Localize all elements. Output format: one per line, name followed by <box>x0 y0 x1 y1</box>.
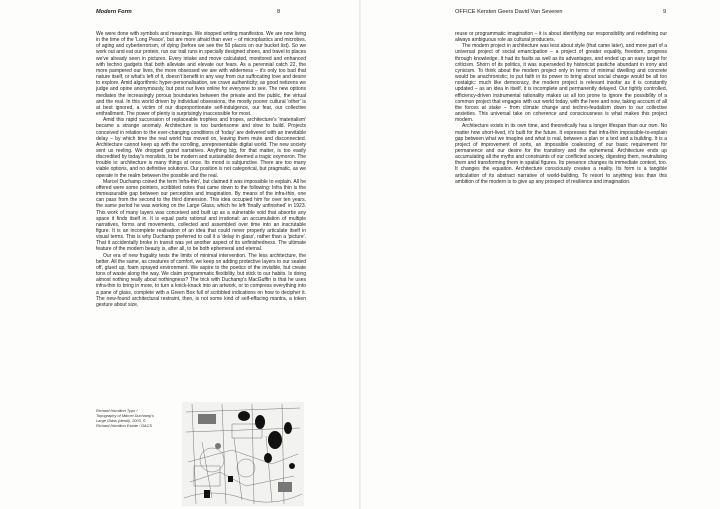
running-header-left: Modern Form <box>96 9 132 15</box>
running-header-right: OFFICE Kersten Geers David Van Severen <box>455 9 563 15</box>
paragraph: Marcel Duchamp coined the term 'infra-thin', but claimed it was impossible to explain. All he offered were some pointers, scribbled notes that came down to the following: Infra thin is the immeasurable gap between our perception and imagination. By means of the infra-thin, one can pass from the second to the third dimension. This idea occupied him for over ten years, the same period he was working on the Large Glass, which he left 'finally unfinished' in 1923. This work of many layers was conceived and built up as a vulnerable void that absorbs any space it finds itself in. It is equal parts rational and irrational: an accumulation of multiple narratives, forms and movements, collected and assembled over time into an inscrutable figure. It is an incomplete realisation of an idea that could never properly articulate itself in visual terms. This is why Duchamp preferred to call it a 'delay in glass', rather than a 'picture'. That it accidentally broke in transit was yet another aspect of its unfinishedness. The ultimate feature of the modern beauty is, after all, to be both ephemeral and eternal. <box>96 178 306 253</box>
page-number-left: 8 <box>277 9 281 15</box>
page-number-right: 9 <box>663 9 667 15</box>
paragraph: Architecture exists in its own time, and theoretically has a longer lifespan than our own. No matter how short-lived, it's built for the future. It expresses that infra-thin impossible-to-explain gap between what we imagine and what is real, between a plan or a text and a building. It is a project of improvement of sorts, an impossible coalescing of our basic requirement for permanence and our desire for the transitory and the ephemeral. Architecture ends up accumulating all the myths and constraints of our conflicted society, digesting them, neutralising them and transforming them in spatial figures. Its presence changes its immediate context, too. It changes the equation. Architecture consciously creates a reality. Its form is a tangible articulation of its abstract narrative of world-building. To resort to anything less than this ambition of the modern is to give up any prospect of resilience and imagination. <box>455 123 667 185</box>
paragraph: The modern project in architecture was less about style (that came later), and more part of a universal project of social emancipation – a project of greater equality, freedom, progress through knowledge. It had its faults as well as its advantages, and ended up an easy target for criticism. Shorn of its politics, it was superseded by historicist pastiche abundant in irony and cynicism. To think about the modern project only in terms of minimal dwelling and concrete would be anachronistic; to put faith in its power to bring about social change would be all too nostalgic: much like democracy, the modern project is relevant insofar as it is constantly updated – as an idea in itself, it is incomplete and permanently delayed. Our tightly controlled, efficiency-driven instrumental rationality makes us all too prone to ignore the possibility of a common project that engages with our world today, with the here and now, taking account of all the forces at stake – from climate change and techno-feudalism down to our collective anxieties. This universal take on coherence and consciousness is what makes this project modern. <box>455 43 667 124</box>
paragraph: reuse or programmatic imagination – it is about identifying our responsibility and redefining our always ambiguous role as cultural producers. <box>455 31 667 44</box>
right-page <box>361 0 720 509</box>
right-body-text <box>455 31 667 185</box>
figure-caption: Richard Hamilton Typo / Topography of Marcel Duchamp's Large Glass (detail), 2003. © Richard Hamilton Estate / DACS <box>96 408 154 428</box>
paragraph: We were done with symbols and meanings. We stopped writing manifestos. We are now living in the time of the 'Long Peace', but are more afraid than ever – of microplastics and microbes, of aging and cyberterrorism, of dying (before we see the 50 places on our bucket list). So we work out and eat our protein, run our trail runs in specially designed shoes, and travel to places we've already seen in pictures. Every intake and move calculated, monitored and enhanced with techno gadgets that both alleviate and elevate our fears. As a perennial catch 22, the more pampered our lives, the more obsessed we are with wilderness – it's only too bad that nature itself, or what's left of it, doesn't benefit in any way from our suffocating love and desire to explore. Amid algorithmic hyper-personalisation, we crave authenticity; as good netizens we judge and opine anonymously, but post our lives online for everyone to see. The new options mediates the increasingly porous boundaries between the private and the public, the virtual and the real. In this world driven by individual obsessions, the mostly poorer cultural 'other' is at best ignored, a victim of our disproportionate self-indulgence, our fear, our collective enthrallment. The power of plenty is surprisingly inaccessible for most. <box>96 31 306 118</box>
paragraph: Amid this rapid succession of replaceable trophies and tropes, architecture's 'materialism' became a strange anomaly. Architecture is too burdensome and slow to build. Projects conceived in relation to the ever-changing conditions of 'today' are delivered with an inevitable delay – by which time the real world has moved on, leaving them mute and disconnected. Architecture cannot keep up with the scrolling, unrepresentable digital world. The new society sent us reeling. We dropped grand narratives. Anything big, for that matter, is too easily discredited by today's moralists, to be modern and sustainable deemed a tragic oxymoron. The trouble is: architecture is many things at once. Its mood is subjunctive. There are too many viable options, and no definitive solutions. Our position is not categorical, but pragmatic, as we operate in the realm between the possible and the real. <box>96 117 306 179</box>
left-body-text <box>96 31 306 308</box>
paragraph: Our era of new frugality tests the limits of minimal intervention. The less architecture, the better. All the same, as creatures of comfort, we keep on adding protective layers to our sealed off, glued up, foam sprayed environment. We aspire to the poetics of the invisible, but create tons of waste along the way. We claim programmatic flexibility, but stick to our habits. Is doing almost nothing really about nothingness? The trick with Duchamp's MacGuffin is that he uses infra-thin to bring in more, to turn a knick-knack into an artwork, or to compress everything into a pane of glass, complete with a Green Box full of scribbled indications on how to decipher it. The new-found architectural restraint, then, is not some kind of self-effacing mantra, a token gesture about size, <box>96 252 306 308</box>
figure-large-glass <box>182 402 304 506</box>
